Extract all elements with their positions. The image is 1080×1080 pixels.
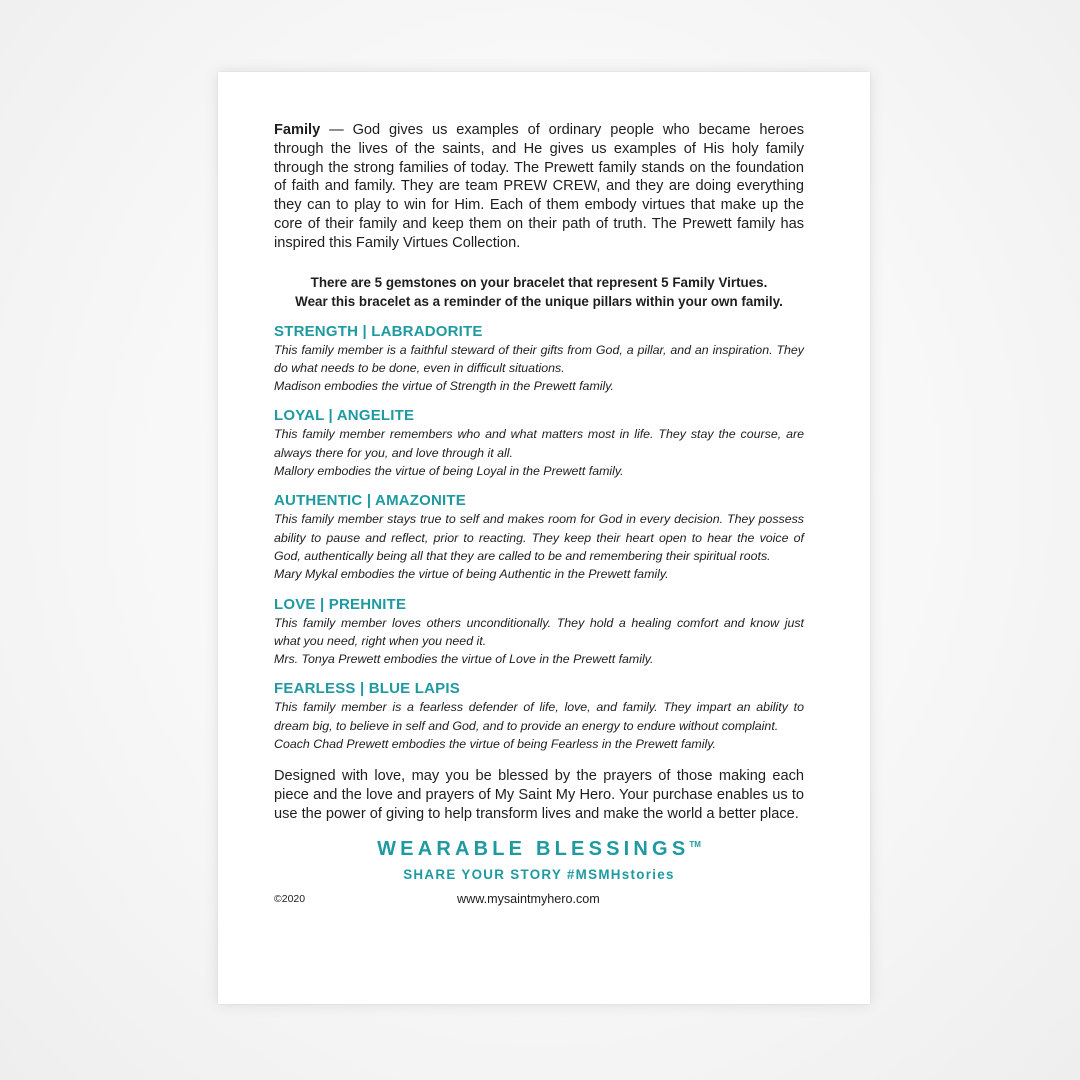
virtue-loyal — [274, 406, 804, 480]
virtue-title: LOYAL | ANGELITE — [274, 407, 415, 425]
virtue-member: Mrs. Tonya Prewett embodies the virtue of Love in the Prewett family. — [274, 652, 654, 667]
virtue-title: FEARLESS | BLUE LAPIS — [274, 680, 460, 698]
virtue-member: Madison embodies the virtue of Strength in the Prewett family. — [274, 379, 614, 394]
virtue-member: Mary Mykal embodies the virtue of being Authentic in the Prewett family. — [274, 567, 669, 582]
info-card — [218, 72, 870, 1004]
share-hashtag: SHARE YOUR STORY #MSMHstories — [403, 867, 675, 883]
card-content — [274, 121, 804, 912]
virtue-authentic — [274, 491, 804, 583]
brand-name: WEARABLE BLESSINGS — [377, 838, 690, 861]
gemstone-note-line-2: Wear this bracelet as a reminder of the unique pillars within your own family. — [295, 293, 783, 309]
virtue-description: This family member is a fearless defender of life, love, and family. They impart an ability to dream big, to believe in self and God, and to provide an energy to endure without complaint. — [274, 700, 804, 733]
intro-text: — God gives us examples of ordinary people who became heroes through the lives of the saints, and He gives us examples of His holy family through the strong families of today. The Prewett family stands on the foundation of faith and family. They are team PREW CREW, and they are doing everything they can to play to win for Him. Each of them embody virtues that make up the core of their family and keep them on their path of truth. The Prewett family has inspired this Family Virtues Collection. — [274, 122, 804, 251]
virtue-member: Mallory embodies the virtue of being Loyal in the Prewett family. — [274, 464, 624, 479]
card-footer — [274, 892, 804, 912]
brand-tagline — [274, 838, 804, 861]
intro-lead: Family — [274, 122, 321, 138]
intro-paragraph — [274, 121, 804, 253]
virtue-description: This family member stays true to self and makes room for God in every decision. They possess ability to pause and reflect, prior to reacting. They keep their heart open to hear the voice of God, authentically being all that they are called to be and remembering their spiritual roots. — [274, 512, 804, 563]
virtue-description: This family member remembers who and what matters most in life. They stay the course, are always there for you, and love through it all. — [274, 427, 804, 460]
virtue-title: AUTHENTIC | AMAZONITE — [274, 492, 466, 510]
gemstone-note — [274, 273, 804, 311]
virtue-love — [274, 595, 804, 669]
virtue-strength — [274, 322, 804, 396]
virtue-title: LOVE | PREHNITE — [274, 595, 407, 613]
gemstone-note-line-1: There are 5 gemstones on your bracelet that represent 5 Family Virtues. — [310, 274, 768, 290]
copyright-notice: ©2020 — [274, 893, 306, 906]
trademark-mark: TM — [689, 840, 701, 850]
virtue-description: This family member is a faithful steward of their gifts from God, a pillar, and an inspiration. They do what needs to be done, even in difficult situations. — [274, 342, 804, 375]
virtue-description: This family member loves others unconditionally. They hold a healing comfort and know just what you need, right when you need it. — [274, 615, 804, 648]
closing-paragraph: Designed with love, may you be blessed by the prayers of those making each piece and the love and prayers of My Saint My Hero. Your purchase enables us to use the power of giving to help transform lives and make the world a better place. — [274, 768, 804, 822]
virtue-fearless — [274, 679, 804, 753]
virtue-title: STRENGTH | LABRADORITE — [274, 322, 483, 340]
virtue-member: Coach Chad Prewett embodies the virtue of being Fearless in the Prewett family. — [274, 737, 716, 752]
website-link: www.mysaintmyhero.com — [457, 892, 600, 907]
